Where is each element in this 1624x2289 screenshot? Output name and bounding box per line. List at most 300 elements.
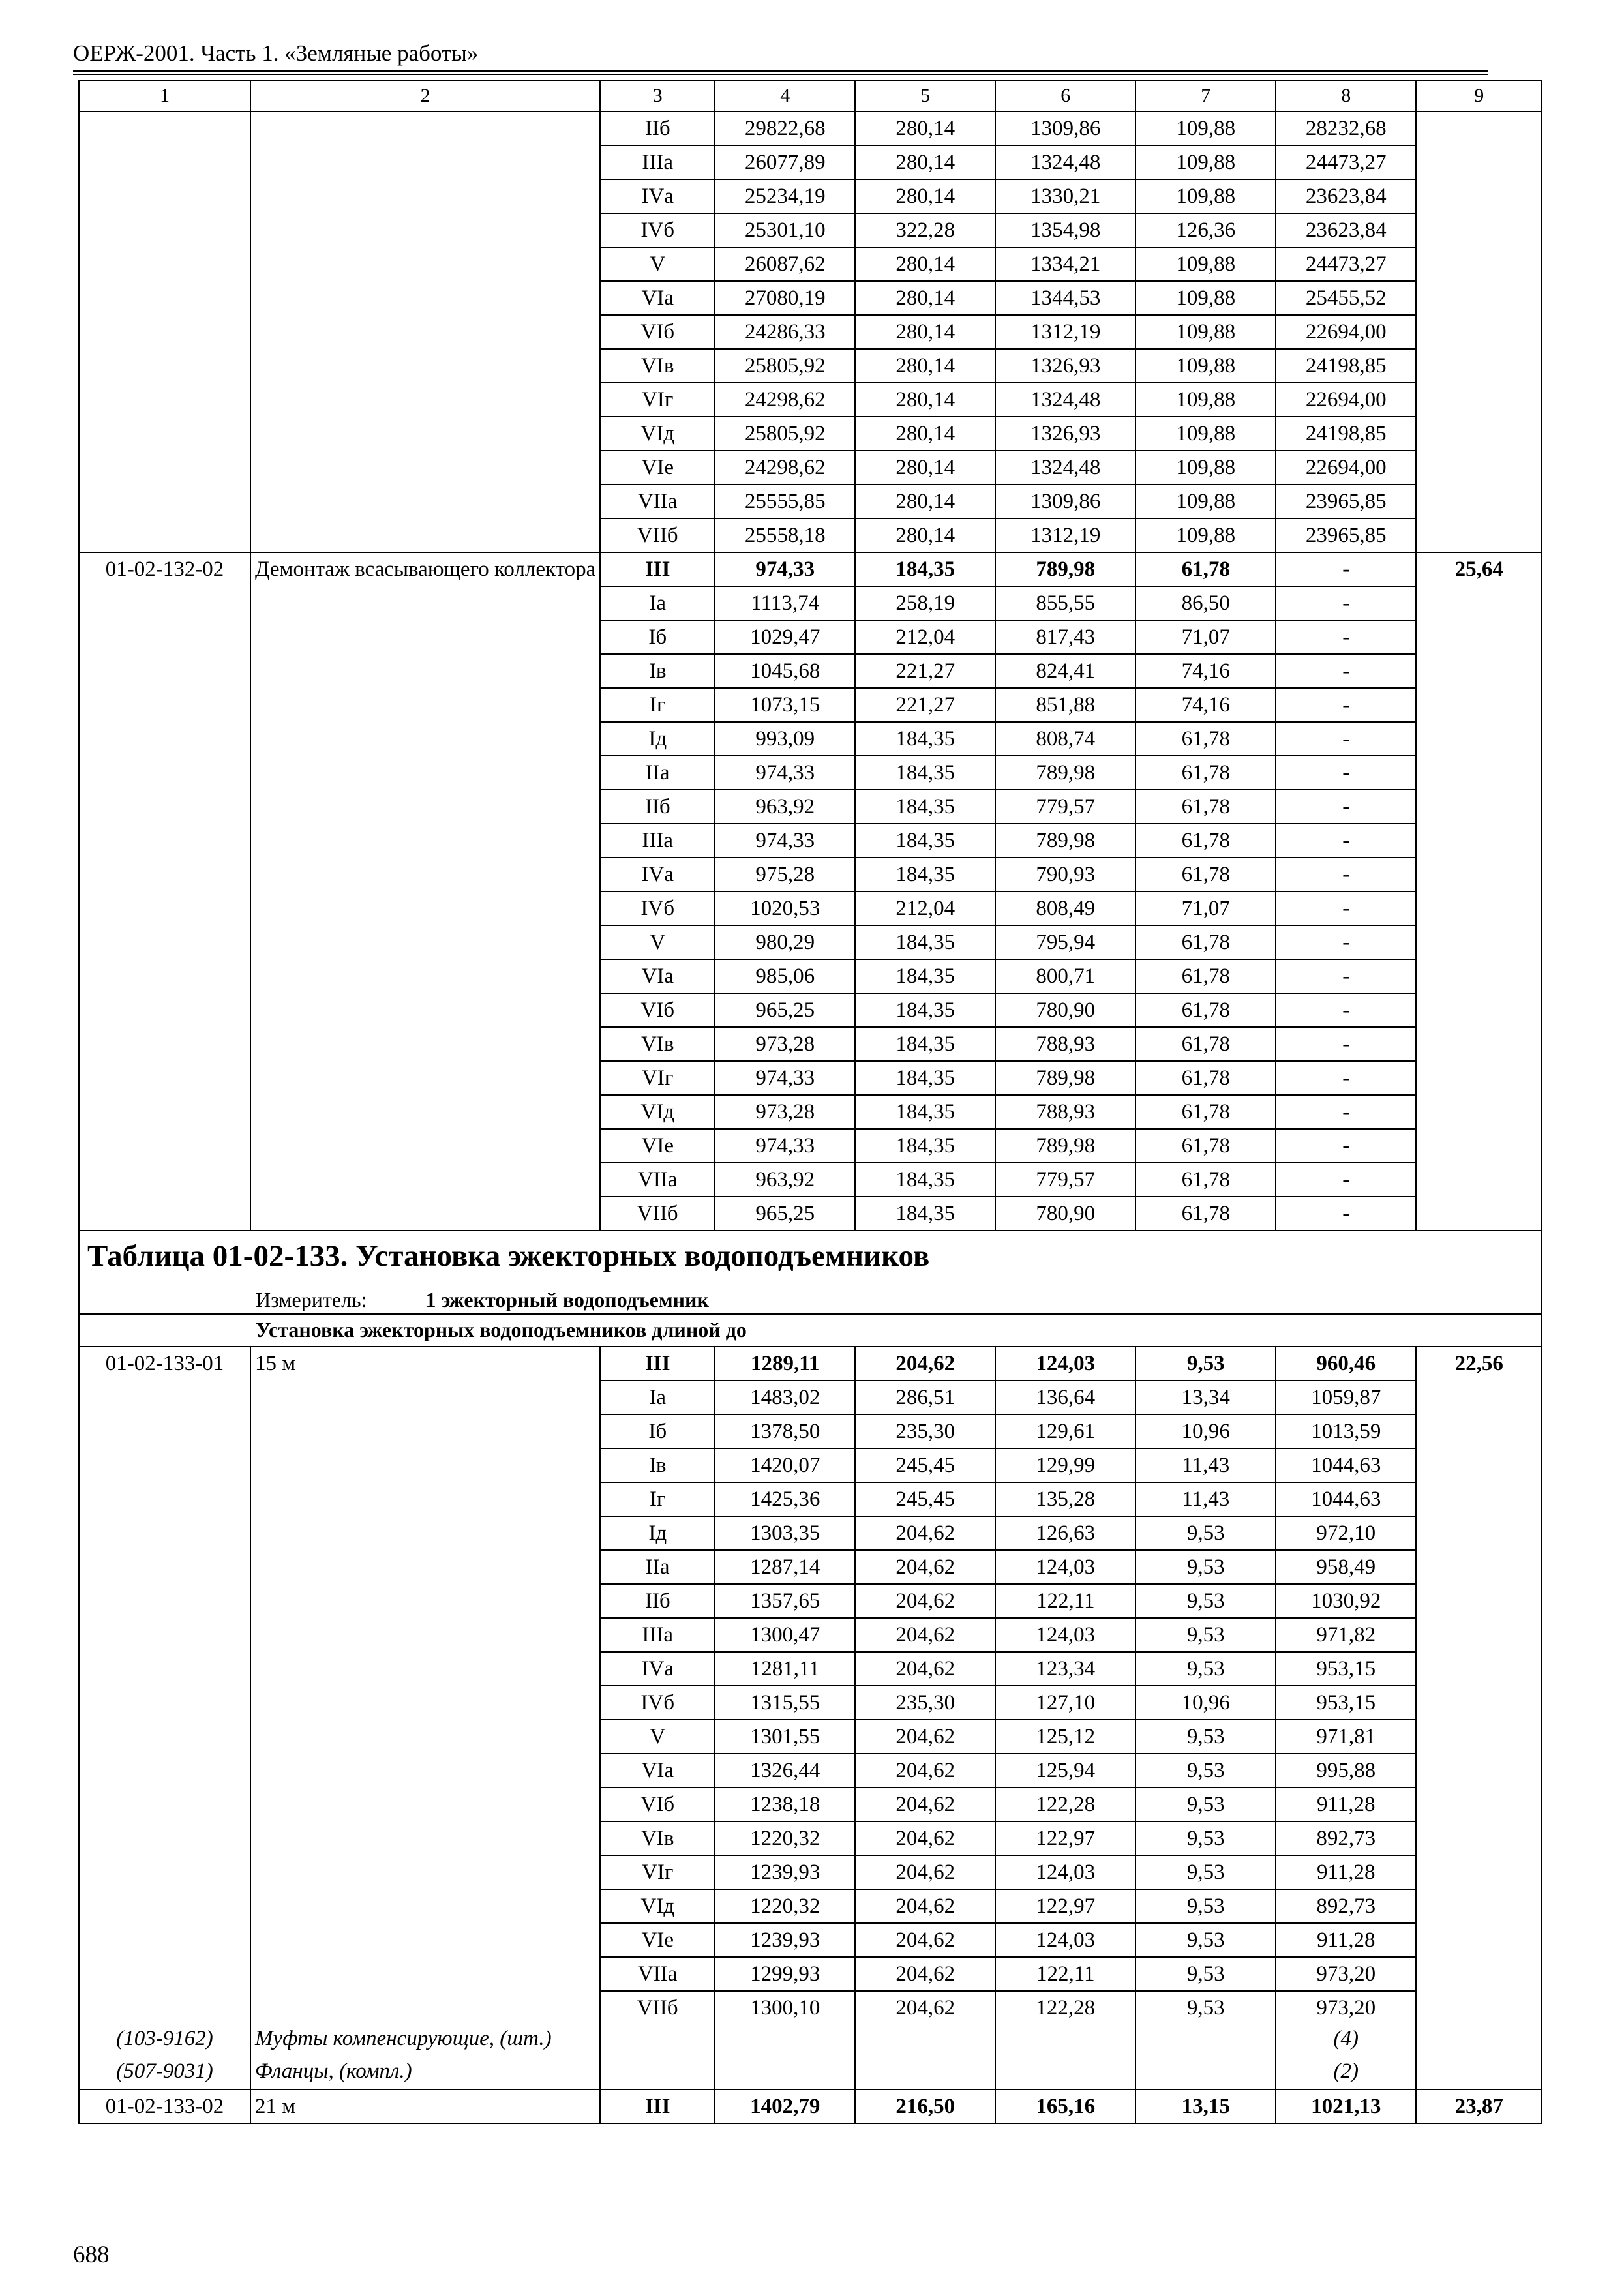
table-row [79, 2089, 1542, 2123]
value-cell: 24473,27 [1276, 247, 1416, 281]
value-cell: 808,49 [995, 891, 1135, 925]
value-cell: 61,78 [1135, 1061, 1276, 1095]
value-cell: 184,35 [855, 1163, 995, 1197]
value-cell: 1289,11 [715, 1347, 855, 1381]
value-cell: 122,28 [995, 1788, 1135, 1821]
value-cell: 13,15 [1135, 2089, 1276, 2123]
empty-cell [855, 2024, 995, 2057]
value-cell: 985,06 [715, 959, 855, 993]
value-cell: 1021,13 [1276, 2089, 1416, 2123]
value-cell: 980,29 [715, 925, 855, 959]
value-cell: 1044,63 [1276, 1482, 1416, 1516]
code-cell: 01-02-132-02 [79, 552, 250, 1231]
value-cell: 61,78 [1135, 1197, 1276, 1231]
value-cell: - [1276, 1061, 1416, 1095]
value-cell: 13,34 [1135, 1381, 1276, 1414]
value-cell: 28232,68 [1276, 112, 1416, 145]
value-cell: 10,96 [1135, 1414, 1276, 1448]
value-cell: 1326,93 [995, 349, 1135, 383]
value-cell: 1301,55 [715, 1720, 855, 1754]
value-cell: 61,78 [1135, 858, 1276, 891]
empty-cell [1416, 2024, 1542, 2057]
value-cell: 61,78 [1135, 1095, 1276, 1129]
value-cell: 109,88 [1135, 417, 1276, 451]
norms-table [78, 80, 1542, 2124]
value-cell: 109,88 [1135, 281, 1276, 315]
value-cell: 789,98 [995, 552, 1135, 586]
value-cell: 780,90 [995, 1197, 1135, 1231]
value-cell: 789,98 [995, 824, 1135, 858]
resource-row [79, 2024, 1542, 2057]
value-cell: 61,78 [1135, 1163, 1276, 1197]
value-cell: 280,14 [855, 451, 995, 485]
value-cell: 9,53 [1135, 1652, 1276, 1686]
value-cell: 1315,55 [715, 1686, 855, 1720]
value-cell: 975,28 [715, 858, 855, 891]
value-cell: 1220,32 [715, 1821, 855, 1855]
value-cell: 1300,47 [715, 1618, 855, 1652]
value-cell: 973,28 [715, 1095, 855, 1129]
value-cell: 184,35 [855, 858, 995, 891]
value-cell: - [1276, 722, 1416, 756]
empty-cell [715, 2024, 855, 2057]
code-cell: 01-02-133-01 [79, 1347, 250, 2024]
value-cell: 971,82 [1276, 1618, 1416, 1652]
value-cell: 280,14 [855, 112, 995, 145]
header-rule-double [73, 74, 1488, 75]
value-cell: 109,88 [1135, 145, 1276, 179]
value-cell: 280,14 [855, 315, 995, 349]
value-cell: 953,15 [1276, 1686, 1416, 1720]
value-cell: 29822,68 [715, 112, 855, 145]
value-cell: 780,90 [995, 993, 1135, 1027]
value-cell: 204,62 [855, 1991, 995, 2024]
value-cell: 245,45 [855, 1482, 995, 1516]
value-cell: 9,53 [1135, 1923, 1276, 1957]
resource-row [79, 2057, 1542, 2089]
value-cell: 204,62 [855, 1957, 995, 1991]
value-cell: - [1276, 1197, 1416, 1231]
zone-cell: IIIа [600, 824, 715, 858]
value-cell: 23623,84 [1276, 179, 1416, 213]
name-cell [250, 112, 600, 552]
value-cell: 204,62 [855, 1516, 995, 1550]
table-row [79, 1288, 1542, 1314]
value-cell: 165,16 [995, 2089, 1135, 2123]
zone-cell: VIг [600, 1061, 715, 1095]
value-cell: 9,53 [1135, 1957, 1276, 1991]
value-cell: 789,98 [995, 1061, 1135, 1095]
value-cell: 788,93 [995, 1027, 1135, 1061]
zone-cell: VIв [600, 349, 715, 383]
value-cell: 184,35 [855, 1197, 995, 1231]
resource-code: (507-9031) [79, 2057, 250, 2089]
value-cell: 1326,93 [995, 417, 1135, 451]
value-cell: 126,63 [995, 1516, 1135, 1550]
value-cell: 1287,14 [715, 1550, 855, 1584]
zone-cell: III [600, 552, 715, 586]
value-cell: - [1276, 1163, 1416, 1197]
value-cell: 109,88 [1135, 315, 1276, 349]
value-cell: 61,78 [1135, 925, 1276, 959]
value-cell: 124,03 [995, 1618, 1135, 1652]
value-cell: 1073,15 [715, 688, 855, 722]
subheading: Установка эжекторных водоподъемников длиной до [79, 1314, 1542, 1347]
value-cell: 24286,33 [715, 315, 855, 349]
value-cell: 23623,84 [1276, 213, 1416, 247]
value-cell: 204,62 [855, 1720, 995, 1754]
value-cell: 24298,62 [715, 451, 855, 485]
zone-cell: IIа [600, 756, 715, 790]
zone-cell: VIе [600, 1923, 715, 1957]
value-cell: 61,78 [1135, 1027, 1276, 1061]
value-cell: 61,78 [1135, 552, 1276, 586]
value-cell: 86,50 [1135, 586, 1276, 620]
value-cell: 61,78 [1135, 1129, 1276, 1163]
value-cell: 965,25 [715, 993, 855, 1027]
value-cell: 1059,87 [1276, 1381, 1416, 1414]
value-cell: - [1276, 654, 1416, 688]
zone-cell: V [600, 925, 715, 959]
value-cell: 824,41 [995, 654, 1135, 688]
value-cell: 1303,35 [715, 1516, 855, 1550]
zone-cell: V [600, 1720, 715, 1754]
value-cell: 109,88 [1135, 485, 1276, 518]
zone-cell: VIв [600, 1821, 715, 1855]
value-cell: 125,94 [995, 1754, 1135, 1788]
zone-cell: VIIб [600, 1991, 715, 2024]
meter-row [79, 1288, 1542, 1314]
value-cell: 1344,53 [995, 281, 1135, 315]
value-cell: 817,43 [995, 620, 1135, 654]
zone-cell: VIIб [600, 518, 715, 552]
value-cell: 126,36 [1135, 213, 1276, 247]
value-cell: - [1276, 552, 1416, 586]
zone-cell: VIб [600, 315, 715, 349]
value-cell: 1378,50 [715, 1414, 855, 1448]
empty-cell [1135, 2057, 1276, 2089]
value-cell: 960,46 [1276, 1347, 1416, 1381]
value-cell: 109,88 [1135, 518, 1276, 552]
value-cell: 911,28 [1276, 1788, 1416, 1821]
value-cell: 911,28 [1276, 1923, 1416, 1957]
value-cell: 22694,00 [1276, 383, 1416, 417]
value-cell: 204,62 [855, 1550, 995, 1584]
value-cell: 322,28 [855, 213, 995, 247]
value-cell: 61,78 [1135, 959, 1276, 993]
value-cell: 1324,48 [995, 145, 1135, 179]
zone-cell: VIIа [600, 485, 715, 518]
value-cell: 24198,85 [1276, 349, 1416, 383]
value-cell: 25805,92 [715, 349, 855, 383]
value-cell: 124,03 [995, 1550, 1135, 1584]
value-cell: 122,11 [995, 1957, 1135, 1991]
column-number: 2 [250, 80, 600, 112]
value-cell: 25558,18 [715, 518, 855, 552]
value-cell: - [1276, 858, 1416, 891]
value-cell: - [1276, 688, 1416, 722]
value-cell: 221,27 [855, 688, 995, 722]
value-cell: 71,07 [1135, 620, 1276, 654]
value-cell: 24298,62 [715, 383, 855, 417]
empty-cell [995, 2024, 1135, 2057]
total-cell: 25,64 [1416, 552, 1542, 1231]
zone-cell: IIб [600, 790, 715, 824]
value-cell: - [1276, 1027, 1416, 1061]
value-cell: 892,73 [1276, 1821, 1416, 1855]
value-cell: 204,62 [855, 1889, 995, 1923]
value-cell: 204,62 [855, 1788, 995, 1821]
value-cell: 1044,63 [1276, 1448, 1416, 1482]
value-cell: 124,03 [995, 1347, 1135, 1381]
value-cell: 1354,98 [995, 213, 1135, 247]
value-cell: 23965,85 [1276, 485, 1416, 518]
value-cell: 790,93 [995, 858, 1135, 891]
value-cell: 184,35 [855, 552, 995, 586]
zone-cell: Iв [600, 654, 715, 688]
value-cell: 1312,19 [995, 518, 1135, 552]
value-cell: 204,62 [855, 1923, 995, 1957]
value-cell: 1013,59 [1276, 1414, 1416, 1448]
value-cell: 1239,93 [715, 1855, 855, 1889]
value-cell: 221,27 [855, 654, 995, 688]
value-cell: 74,16 [1135, 688, 1276, 722]
value-cell: 1402,79 [715, 2089, 855, 2123]
value-cell: 1309,86 [995, 112, 1135, 145]
column-number: 7 [1135, 80, 1276, 112]
zone-cell: Iд [600, 722, 715, 756]
value-cell: 24198,85 [1276, 417, 1416, 451]
value-cell: - [1276, 891, 1416, 925]
meter-value: 1 эжекторный водоподъемник [425, 1288, 709, 1311]
value-cell: 1020,53 [715, 891, 855, 925]
value-cell: 1483,02 [715, 1381, 855, 1414]
table-row [79, 1347, 1542, 1381]
value-cell: 1220,32 [715, 1889, 855, 1923]
value-cell: 74,16 [1135, 654, 1276, 688]
zone-cell: IVа [600, 179, 715, 213]
value-cell: 136,64 [995, 1381, 1135, 1414]
value-cell: 216,50 [855, 2089, 995, 2123]
value-cell: 789,98 [995, 1129, 1135, 1163]
value-cell: 1425,36 [715, 1482, 855, 1516]
value-cell: 235,30 [855, 1414, 995, 1448]
value-cell: 973,20 [1276, 1991, 1416, 2024]
code-cell [79, 112, 250, 552]
value-cell: 953,15 [1276, 1652, 1416, 1686]
zone-cell: VIг [600, 1855, 715, 1889]
value-cell: 958,49 [1276, 1550, 1416, 1584]
zone-cell: IIа [600, 1550, 715, 1584]
value-cell: 25234,19 [715, 179, 855, 213]
value-cell: - [1276, 790, 1416, 824]
value-cell: 26077,89 [715, 145, 855, 179]
value-cell: 9,53 [1135, 1584, 1276, 1618]
empty-cell [1416, 2057, 1542, 2089]
zone-cell: IIб [600, 1584, 715, 1618]
value-cell: 184,35 [855, 1129, 995, 1163]
zone-cell: VIд [600, 1095, 715, 1129]
value-cell: 184,35 [855, 722, 995, 756]
value-cell: 963,92 [715, 790, 855, 824]
column-number: 1 [79, 80, 250, 112]
zone-cell: VIб [600, 993, 715, 1027]
name-cell: 21 м [250, 2089, 600, 2123]
value-cell: 855,55 [995, 586, 1135, 620]
value-cell: 974,33 [715, 552, 855, 586]
value-cell: 779,57 [995, 790, 1135, 824]
value-cell: 9,53 [1135, 1889, 1276, 1923]
value-cell: 280,14 [855, 281, 995, 315]
zone-cell: Iб [600, 620, 715, 654]
value-cell: 109,88 [1135, 179, 1276, 213]
value-cell: 109,88 [1135, 112, 1276, 145]
value-cell: 911,28 [1276, 1855, 1416, 1889]
value-cell: 795,94 [995, 925, 1135, 959]
value-cell: 892,73 [1276, 1889, 1416, 1923]
empty-cell [1135, 2024, 1276, 2057]
column-number: 9 [1416, 80, 1542, 112]
value-cell: 9,53 [1135, 1855, 1276, 1889]
value-cell: 204,62 [855, 1821, 995, 1855]
value-cell: 122,97 [995, 1821, 1135, 1855]
value-cell: 235,30 [855, 1686, 995, 1720]
value-cell: 1330,21 [995, 179, 1135, 213]
zone-cell: VIа [600, 959, 715, 993]
value-cell: 974,33 [715, 824, 855, 858]
value-cell: 973,28 [715, 1027, 855, 1061]
value-cell: 25555,85 [715, 485, 855, 518]
value-cell: 123,34 [995, 1652, 1135, 1686]
table-title: Таблица 01-02-133. Установка эжекторных водоподъемников [79, 1231, 1542, 1288]
total-cell: 23,87 [1416, 2089, 1542, 2123]
value-cell: 122,28 [995, 1991, 1135, 2024]
value-cell: 995,88 [1276, 1754, 1416, 1788]
zone-cell: VIб [600, 1788, 715, 1821]
column-number: 5 [855, 80, 995, 112]
zone-cell: IVб [600, 213, 715, 247]
table-row [79, 1231, 1542, 1288]
value-cell: 9,53 [1135, 1516, 1276, 1550]
value-cell: - [1276, 959, 1416, 993]
value-cell: 974,33 [715, 1061, 855, 1095]
value-cell: 204,62 [855, 1754, 995, 1788]
zone-cell: Iа [600, 1381, 715, 1414]
value-cell: 184,35 [855, 925, 995, 959]
value-cell: 9,53 [1135, 1347, 1276, 1381]
value-cell: 204,62 [855, 1618, 995, 1652]
value-cell: 204,62 [855, 1584, 995, 1618]
value-cell: 109,88 [1135, 247, 1276, 281]
zone-cell: V [600, 247, 715, 281]
table-row [79, 552, 1542, 586]
value-cell: 204,62 [855, 1347, 995, 1381]
value-cell: 972,10 [1276, 1516, 1416, 1550]
value-cell: - [1276, 1095, 1416, 1129]
zone-cell: Iг [600, 1482, 715, 1516]
zone-cell: III [600, 1347, 715, 1381]
value-cell: 122,97 [995, 1889, 1135, 1923]
empty-cell [600, 2057, 715, 2089]
value-cell: 1420,07 [715, 1448, 855, 1482]
code-cell: 01-02-133-02 [79, 2089, 250, 2123]
zone-cell: VIIа [600, 1957, 715, 1991]
value-cell: 124,03 [995, 1923, 1135, 1957]
zone-cell: VIв [600, 1027, 715, 1061]
value-cell: 61,78 [1135, 993, 1276, 1027]
value-cell: 9,53 [1135, 1618, 1276, 1652]
value-cell: 9,53 [1135, 1754, 1276, 1788]
zone-cell: IIIа [600, 1618, 715, 1652]
value-cell: 1045,68 [715, 654, 855, 688]
value-cell: 109,88 [1135, 383, 1276, 417]
value-cell: 779,57 [995, 1163, 1135, 1197]
column-number-row [79, 80, 1542, 112]
zone-cell: IVб [600, 891, 715, 925]
value-cell: 212,04 [855, 891, 995, 925]
column-number: 4 [715, 80, 855, 112]
value-cell: 184,35 [855, 1027, 995, 1061]
value-cell: 280,14 [855, 383, 995, 417]
zone-cell: VIа [600, 281, 715, 315]
value-cell: 11,43 [1135, 1448, 1276, 1482]
value-cell: 129,99 [995, 1448, 1135, 1482]
zone-cell: VIг [600, 383, 715, 417]
value-cell: 245,45 [855, 1448, 995, 1482]
value-cell: 125,12 [995, 1720, 1135, 1754]
zone-cell: VIд [600, 1889, 715, 1923]
value-cell: 135,28 [995, 1482, 1135, 1516]
value-cell: 1300,10 [715, 1991, 855, 2024]
value-cell: 789,98 [995, 756, 1135, 790]
value-cell: - [1276, 1129, 1416, 1163]
value-cell: 9,53 [1135, 1788, 1276, 1821]
zone-cell: IVа [600, 858, 715, 891]
value-cell: 1324,48 [995, 383, 1135, 417]
value-cell: 27080,19 [715, 281, 855, 315]
value-cell: 280,14 [855, 518, 995, 552]
value-cell: 974,33 [715, 756, 855, 790]
value-cell: 212,04 [855, 620, 995, 654]
value-cell: 1334,21 [995, 247, 1135, 281]
value-cell: 184,35 [855, 993, 995, 1027]
value-cell: 971,81 [1276, 1720, 1416, 1754]
value-cell: 9,53 [1135, 1720, 1276, 1754]
zone-cell: VIе [600, 1129, 715, 1163]
total-cell [1416, 112, 1542, 552]
value-cell: 1326,44 [715, 1754, 855, 1788]
zone-cell: IVа [600, 1652, 715, 1686]
zone-cell: VIIа [600, 1163, 715, 1197]
value-cell: 9,53 [1135, 1550, 1276, 1584]
value-cell: 184,35 [855, 824, 995, 858]
value-cell: 129,61 [995, 1414, 1135, 1448]
value-cell: 22694,00 [1276, 315, 1416, 349]
value-cell: 280,14 [855, 247, 995, 281]
value-cell: - [1276, 993, 1416, 1027]
zone-cell: VIе [600, 451, 715, 485]
resource-qty: (4) [1276, 2024, 1416, 2057]
table-row [79, 112, 1542, 145]
value-cell: 1029,47 [715, 620, 855, 654]
value-cell: - [1276, 756, 1416, 790]
zone-cell: IIIа [600, 145, 715, 179]
value-cell: 109,88 [1135, 349, 1276, 383]
name-cell: 15 м [250, 1347, 600, 2024]
value-cell: 122,11 [995, 1584, 1135, 1618]
value-cell: 204,62 [855, 1652, 995, 1686]
value-cell: 184,35 [855, 1095, 995, 1129]
